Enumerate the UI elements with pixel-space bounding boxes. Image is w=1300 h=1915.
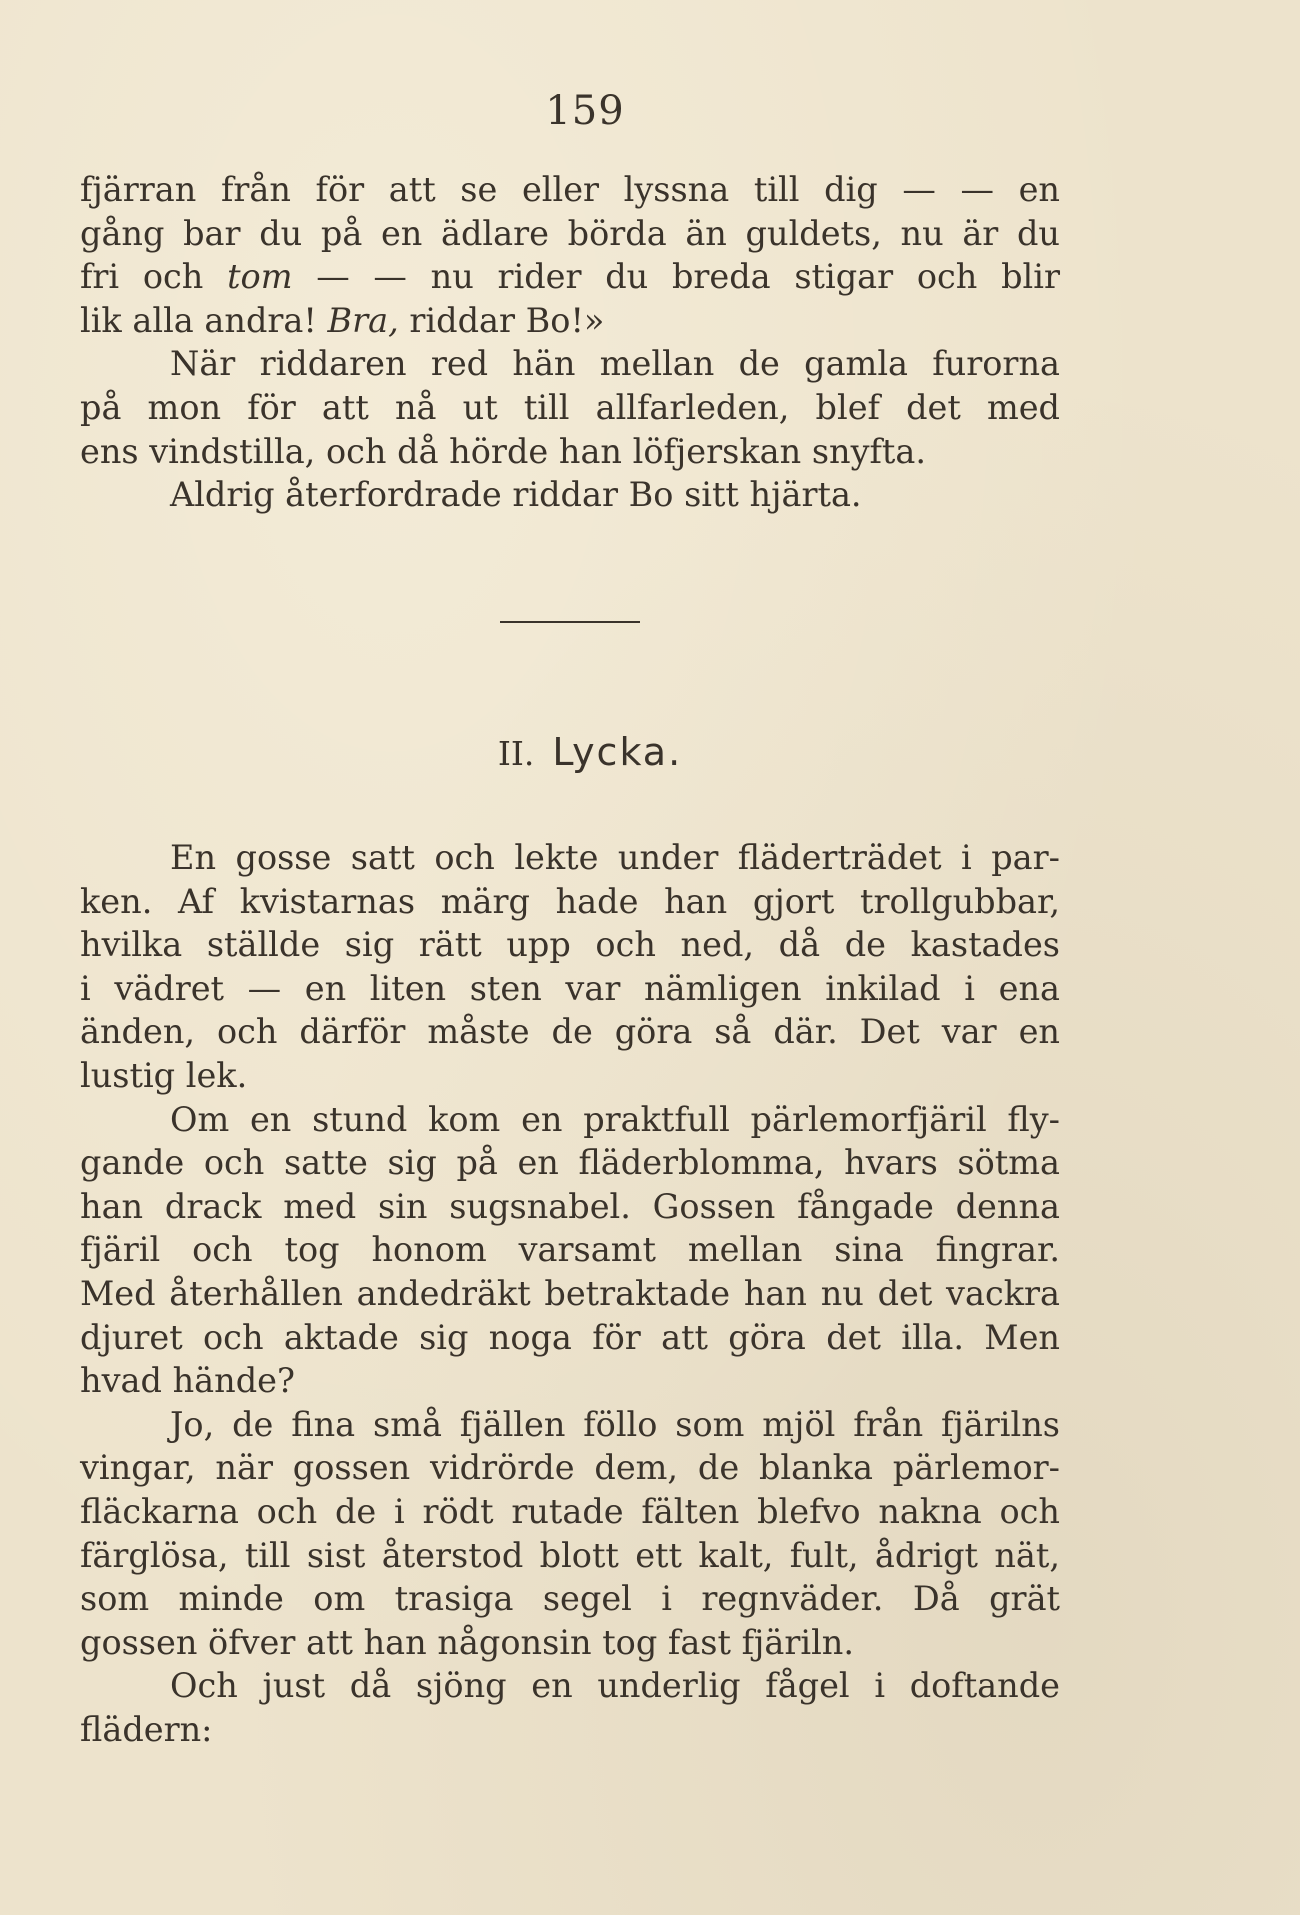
- text-line: på mon för att nå ut till allfarleden, blef det med: [80, 387, 1060, 427]
- section-title: Lycka.: [552, 730, 683, 774]
- text-line: gande och satte sig på en fläderblomma, hvars sötma: [80, 1143, 1060, 1183]
- text-line: ens vindstilla, och då hörde han löfjerskan snyfta.: [80, 431, 927, 471]
- text-block-continuation: [80, 168, 1060, 517]
- text-fragment: lik alla andra!: [80, 300, 317, 340]
- text-fragment: — — nu rider du breda stigar och blir: [292, 257, 1060, 297]
- page-number: 159: [545, 88, 625, 134]
- text-line: vingar, när gossen vidrörde dem, de blanka pärlemor-: [80, 1448, 1060, 1488]
- text-line: hvad hände?: [80, 1361, 295, 1401]
- text-line: flädern:: [80, 1709, 213, 1749]
- text-line: ken. Af kvistarnas märg hade han gjort trollgubbar,: [80, 881, 1060, 921]
- text-block-lycka: [80, 836, 1060, 1751]
- text-line: Med återhållen andedräkt betraktade han nu det vackra: [80, 1273, 1060, 1313]
- italic-word: Bra,: [327, 300, 399, 340]
- text-line: änden, och därför måste de göra så där. Det var en: [80, 1012, 1060, 1052]
- text-line: fläckarna och de i rödt rutade fälten blefvo nakna och: [80, 1491, 1060, 1531]
- text-line: gossen öfver att han någonsin tog fast fjäriln.: [80, 1622, 855, 1662]
- text-line: [80, 255, 1060, 299]
- section-heading: [0, 730, 1180, 774]
- text-line: som minde om trasiga segel i regnväder. Då grät: [80, 1579, 1060, 1619]
- text-line: hvilka ställde sig rätt upp och ned, då de kastades: [80, 925, 1060, 965]
- section-number: II.: [497, 734, 535, 773]
- text-line: När riddaren red hän mellan de gamla furorna: [170, 344, 1060, 384]
- text-line: han drack med sin sugsnabel. Gossen fångade denna: [80, 1186, 1060, 1226]
- text-line: djuret och aktade sig noga för att göra det illa. Men: [80, 1317, 1060, 1357]
- text-fragment: fri och: [80, 257, 204, 297]
- text-line: Och just då sjöng en underlig fågel i doftande: [170, 1666, 1060, 1706]
- text-line: En gosse satt och lekte under fläderträdet i par-: [170, 838, 1060, 877]
- text-line: Aldrig återfordrade riddar Bo sitt hjärta.: [170, 475, 862, 515]
- text-fragment: riddar Bo!»: [398, 300, 605, 340]
- text-line: Om en stund kom en praktfull pärlemorfjäril fly-: [170, 1099, 1060, 1139]
- text-line: fjäril och tog honom varsamt mellan sina fingrar.: [80, 1230, 1060, 1270]
- text-line: färglösa, till sist återstod blott ett kalt, fult, ådrigt nät,: [80, 1535, 1060, 1575]
- italic-word: tom: [227, 257, 293, 297]
- text-line: lustig lek.: [80, 1055, 248, 1095]
- text-line: [80, 299, 1060, 343]
- text-line: Jo, de fina små fjällen föllo som mjöl från fjärilns: [170, 1404, 1060, 1444]
- text-line: gång bar du på en ädlare börda än guldets, nu är du: [80, 213, 1060, 253]
- text-line: fjärran från för att se eller lyssna till dig — — en: [80, 170, 1060, 209]
- section-separator-rule: [500, 621, 640, 623]
- text-line: i vädret — en liten sten var nämligen inkilad i ena: [80, 968, 1060, 1008]
